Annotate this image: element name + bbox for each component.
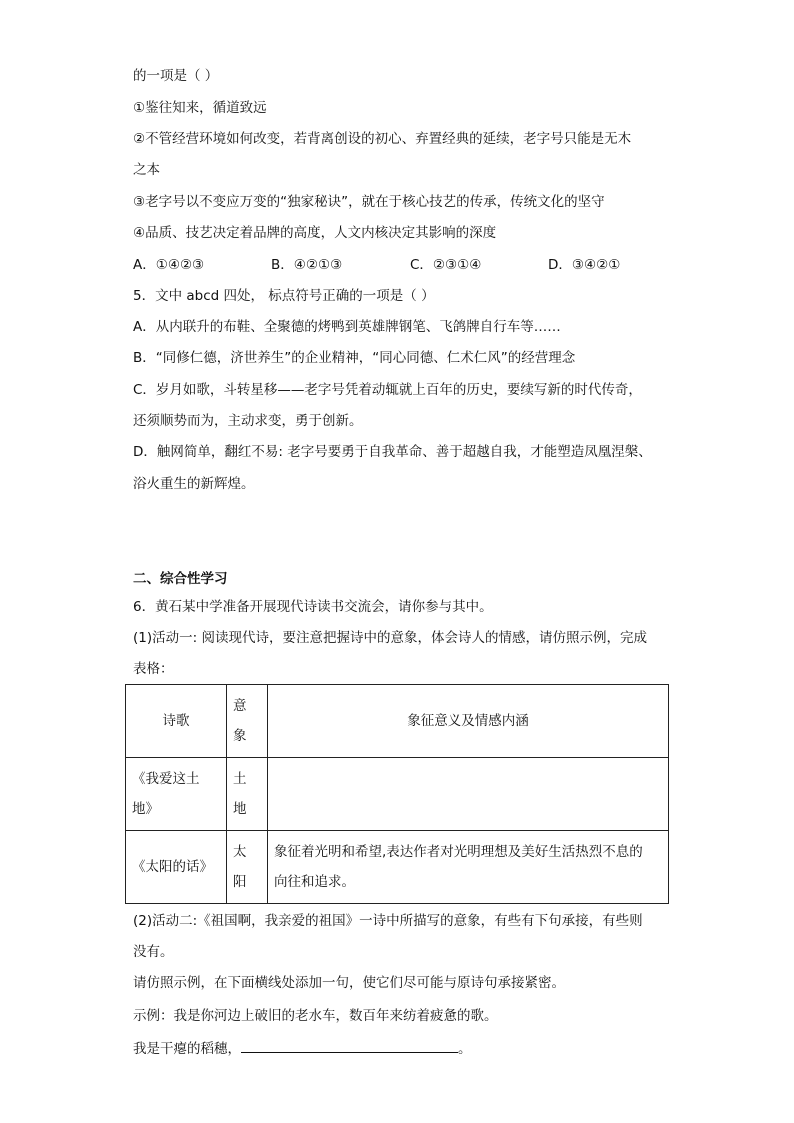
q6-stem: 6．黄石某中学准备开展现代诗读书交流会，请你参与其中。 bbox=[133, 599, 493, 615]
q4-item-4: ④品质、技艺决定着品牌的高度，人文内核决定其影响的深度 bbox=[133, 225, 497, 241]
row1-poem bbox=[126, 758, 227, 831]
row2-image bbox=[227, 831, 268, 904]
row1-image-char1: 土 bbox=[233, 771, 247, 787]
header-image-char2: 象 bbox=[233, 728, 247, 744]
q5-stem: 5．文中 abcd 四处， 标点符号正确的一项是（ ） bbox=[133, 288, 435, 304]
q4-stem-tail: 的一项是（ ） bbox=[133, 68, 219, 84]
q4-option-c[interactable]: C．②③①④ bbox=[410, 257, 482, 273]
row2-image-char1: 太 bbox=[233, 844, 247, 860]
q5-option-b[interactable]: B．“同修仁德，济世养生”的企业精神，“同心同德、仁术仁风”的经营理念 bbox=[133, 350, 576, 366]
row2-meaning-line2: 向往和追求。 bbox=[274, 874, 355, 890]
q5-option-d[interactable]: D．触网简单，翻红不易: 老字号要勇于自我革命、善于超越自我，才能塑造凤凰涅槃、 bbox=[133, 444, 652, 460]
q5-option-a[interactable]: A．从内联升的布鞋、全聚德的烤鸭到英雄牌钢笔、飞鸽牌自行车等…… bbox=[133, 319, 561, 335]
q4-option-d[interactable]: D．③④②① bbox=[548, 257, 621, 273]
activity1-line1: (1)活动一: 阅读现代诗，要注意把握诗中的意象，体会诗人的情感，请仿照示例，完成 bbox=[133, 630, 647, 646]
q4-item-1: ①鉴往知来，循道致远 bbox=[133, 100, 267, 116]
header-image bbox=[227, 685, 268, 758]
table-row bbox=[126, 831, 669, 904]
q5-option-c[interactable]: C．岁月如歌，斗转星移——老字号凭着动辄就上百年的历史，要续写新的时代传奇， bbox=[133, 382, 642, 398]
header-meaning: 象征意义及情感内涵 bbox=[268, 685, 669, 758]
row2-meaning-line1: 象征着光明和希望,表达作者对光明理想及美好生活热烈不息的 bbox=[274, 844, 643, 860]
row1-poem-line2: 地》 bbox=[132, 801, 159, 817]
instruction: 请仿照示例，在下面横线处添加一句，使它们尽可能与原诗句承接紧密。 bbox=[133, 975, 565, 991]
fill-suffix: 。 bbox=[458, 1041, 472, 1057]
q5-option-c-cont: 还须顺势而为，主动求变，勇于创新。 bbox=[133, 413, 363, 429]
row2-poem: 《太阳的话》 bbox=[126, 831, 227, 904]
q4-option-b[interactable]: B．④②①③ bbox=[271, 257, 343, 273]
answer-blank[interactable] bbox=[241, 1038, 458, 1053]
activity1-line2: 表格： bbox=[133, 661, 174, 677]
row1-poem-line1: 《我爱这土 bbox=[132, 771, 200, 787]
q4-item-2: ②不管经营环境如何改变，若背离创设的初心、弃置经典的延续，老字号只能是无木 bbox=[133, 131, 632, 147]
activity2-line1: (2)活动二:《祖国啊，我亲爱的祖国》一诗中所描写的意象，有些有下句承接，有些则 bbox=[133, 913, 643, 929]
row1-image-char2: 地 bbox=[233, 801, 247, 817]
header-poem: 诗歌 bbox=[126, 685, 227, 758]
q4-item-2-cont: 之本 bbox=[133, 162, 160, 178]
header-image-char1: 意 bbox=[233, 698, 247, 714]
row1-image bbox=[227, 758, 268, 831]
fill-prefix: 我是干瘪的稻穗， bbox=[133, 1041, 241, 1057]
row2-meaning bbox=[268, 831, 669, 904]
row2-image-char2: 阳 bbox=[233, 874, 247, 890]
q5-option-d-cont: 浴火重生的新辉煌。 bbox=[133, 476, 255, 492]
table-row bbox=[126, 758, 669, 831]
activity2-line2: 没有。 bbox=[133, 944, 174, 960]
q4-item-3: ③老字号以不变应万变的“独家秘诀”，就在于核心技艺的传承，传统文化的坚守 bbox=[133, 194, 605, 210]
row1-meaning-answer-cell[interactable] bbox=[268, 758, 669, 831]
q4-option-a[interactable]: A．①④②③ bbox=[133, 257, 205, 273]
fill-line bbox=[133, 1038, 472, 1059]
poem-table bbox=[125, 684, 669, 904]
section-title: 二、综合性学习 bbox=[133, 571, 228, 587]
table-header-row bbox=[126, 685, 669, 758]
example: 示例：我是你河边上破旧的老水车，数百年来纺着疲惫的歌。 bbox=[133, 1008, 498, 1024]
